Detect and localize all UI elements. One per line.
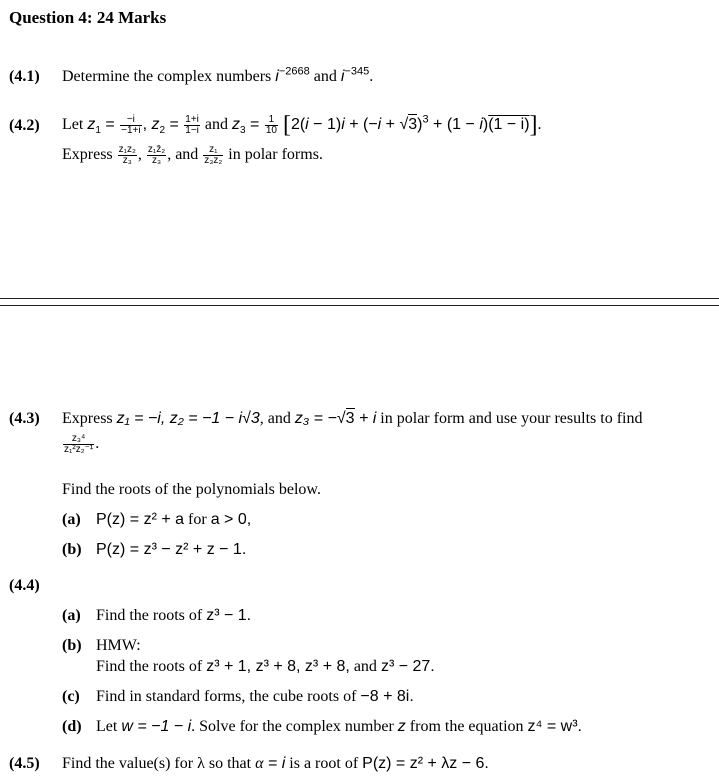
q42-expr4: + √: [381, 116, 409, 133]
q43-f-den: z₁²z₂⁻¹: [64, 444, 94, 455]
q42-expr2: − 1): [308, 116, 342, 133]
q44-a-label: (a): [62, 511, 81, 528]
q41-exp2: −345: [344, 65, 370, 78]
q43-z3b: + i: [354, 410, 377, 427]
q42-expr3: + (−: [344, 116, 378, 133]
q43-z2: z₂ = −1 − i√3: [169, 410, 260, 427]
q42-e2: [147, 145, 166, 166]
q42-expr1: 2(: [290, 116, 306, 133]
q42-e-and: , and: [167, 146, 203, 164]
q45-lambda: λ: [197, 755, 205, 772]
q43-rest: in polar form and use your results to find: [376, 410, 643, 427]
q42-s2: 2: [159, 125, 166, 137]
q42-eq1: =: [100, 116, 120, 133]
q43-number: (4.3): [9, 410, 40, 427]
q42-eq3: =: [245, 116, 264, 133]
q42-f2-num: 1+i: [185, 113, 199, 125]
q44-c-line: [96, 607, 251, 625]
q41-number: (4.1): [9, 68, 40, 85]
q43-z1: z₁ = −i,: [116, 410, 170, 427]
q43-f-num: z₃⁴: [63, 434, 94, 445]
q42-right-bracket: ]: [529, 112, 538, 138]
q41-text-a: Determine the complex numbers: [62, 68, 276, 85]
q44-f-w: w = −1 − i: [121, 718, 192, 735]
q42-z3: z: [232, 116, 241, 133]
q42-eq2: =: [165, 116, 184, 133]
q44-d-line: [96, 658, 435, 676]
q44-c-expr: z³ − 1.: [206, 607, 252, 624]
q43-z3a: , and: [259, 410, 295, 427]
q43-fraction: [63, 434, 94, 455]
q44-d-and: and: [349, 658, 381, 675]
q45-line: [62, 755, 489, 773]
q42-expr7: ): [482, 116, 489, 133]
question-heading: Question 4: 24 Marks: [9, 8, 167, 27]
q44-a-line: [96, 511, 251, 529]
q42-sep1: ,: [137, 146, 146, 164]
q42-and: and: [200, 116, 233, 133]
page-divider-bottom: [0, 305, 719, 306]
q45-alpha: α: [255, 755, 264, 772]
q43-line1: [62, 410, 642, 428]
q43-line2: [62, 434, 99, 455]
q42-expr6: + (1 −: [428, 116, 480, 133]
q42-f3-den: 10: [265, 124, 277, 136]
q44-number: (4.4): [9, 577, 40, 594]
q42-expr-i2: i: [341, 116, 345, 133]
q44-e-expr: −8 + 8i.: [360, 688, 414, 705]
q44-f-label: (d): [62, 718, 82, 735]
q44-f-from: from the equation: [405, 718, 528, 735]
q44-d-text: HMW:: [96, 637, 141, 654]
q41-text: [62, 65, 374, 86]
q42-e1-num: z₁z₂: [118, 144, 136, 155]
q42-e3-den: z₃z₂: [204, 155, 223, 166]
q41-base2: i: [340, 68, 345, 85]
q44-intro: Find the roots of the polynomials below.: [62, 481, 321, 498]
q42-expr5: ): [417, 116, 423, 133]
q42-s3: 3: [240, 125, 246, 137]
q42-line1: [62, 112, 542, 139]
q45-poly: P(z) = z² + λz − 6.: [362, 755, 489, 772]
q45-number: (4.5): [9, 755, 40, 772]
q44-c-label: (a): [62, 607, 81, 624]
q41-exp1: −2668: [278, 65, 310, 78]
q42-expr-i1: i: [305, 116, 309, 133]
q44-f-eq: z⁴ = w³.: [527, 718, 582, 735]
q42-f1-den: −1+i: [121, 124, 141, 136]
q41-base1: i: [275, 68, 279, 85]
q44-d-find: Find the roots of: [96, 658, 207, 675]
q41-and: and: [309, 68, 341, 85]
q42-e2-den: z₃: [152, 155, 162, 166]
q42-frac3: [265, 115, 278, 136]
q42-express: Express: [62, 146, 117, 164]
q44-b-text: P(z) = z³ − z² + z − 1.: [96, 541, 247, 558]
q45-text: Find the value(s) for: [62, 755, 198, 772]
q44-e-text: Find in standard forms, the cube roots of: [96, 688, 361, 705]
q42-e1: [118, 145, 137, 166]
q42-sqrt3: 3: [408, 116, 418, 133]
q42-frac1: [120, 115, 141, 136]
q42-z1: z: [87, 116, 96, 133]
q42-line2: [62, 145, 323, 166]
q44-f-let: Let: [96, 718, 122, 735]
q43-z3-sqrt: 3: [345, 410, 355, 427]
q42-comma: ,: [142, 116, 152, 133]
q44-d-e2: z³ − 27.: [380, 658, 435, 675]
q42-dot: .: [537, 116, 542, 133]
q42-z2: z: [151, 116, 160, 133]
q42-s1: 1: [95, 125, 101, 137]
q45-is-i: = i: [263, 755, 286, 772]
q45-root: is a root of: [285, 755, 363, 772]
q45-sothat: so that: [204, 755, 256, 772]
q41-end: .: [369, 68, 374, 85]
q44-e-label: (c): [62, 688, 80, 705]
q42-let: Let: [62, 116, 88, 133]
q42-cube: 3: [422, 113, 429, 126]
q42-f1-num: −i: [120, 115, 141, 126]
q44-a-text: P(z) = z² + a: [96, 511, 185, 528]
q42-f2-den: 1−i: [185, 124, 199, 136]
q42-e2-num: z₁z̄₂: [147, 144, 166, 155]
q44-d-e1: z³ + 1, z³ + 8, z³ + 8,: [206, 658, 350, 675]
q42-expr-i3: i: [377, 116, 382, 133]
q44-a-for: for: [184, 511, 211, 528]
q42-e3-num: z₁: [203, 145, 223, 156]
q43-f-end: .: [95, 435, 100, 453]
q44-e-line: [96, 688, 414, 706]
q42-number: (4.2): [9, 117, 40, 134]
q42-conj: (1 − i): [488, 116, 530, 133]
q44-f-mid: . Solve for the complex number: [191, 718, 398, 735]
page-divider-top: [0, 298, 719, 299]
q42-expr-i4: i: [479, 116, 483, 133]
q44-f-z: z: [397, 718, 406, 735]
q42-e1-den: z₃: [122, 155, 132, 166]
q44-f-line: [96, 718, 582, 736]
q44-c-text: Find the roots of: [96, 607, 207, 624]
q42-polar: in polar forms.: [224, 146, 323, 164]
q42-f3-num: 1: [265, 115, 278, 126]
q42-e3: [203, 145, 223, 166]
q42-frac2: [184, 115, 200, 136]
q43-express: Express: [62, 410, 117, 427]
q44-a-cond: a > 0,: [210, 511, 252, 528]
q44-b-label: (b): [62, 541, 82, 558]
q44-d-label: (b): [62, 637, 82, 654]
q43-z3: z₃ = −√: [294, 410, 346, 427]
q42-left-bracket: [: [282, 112, 291, 138]
